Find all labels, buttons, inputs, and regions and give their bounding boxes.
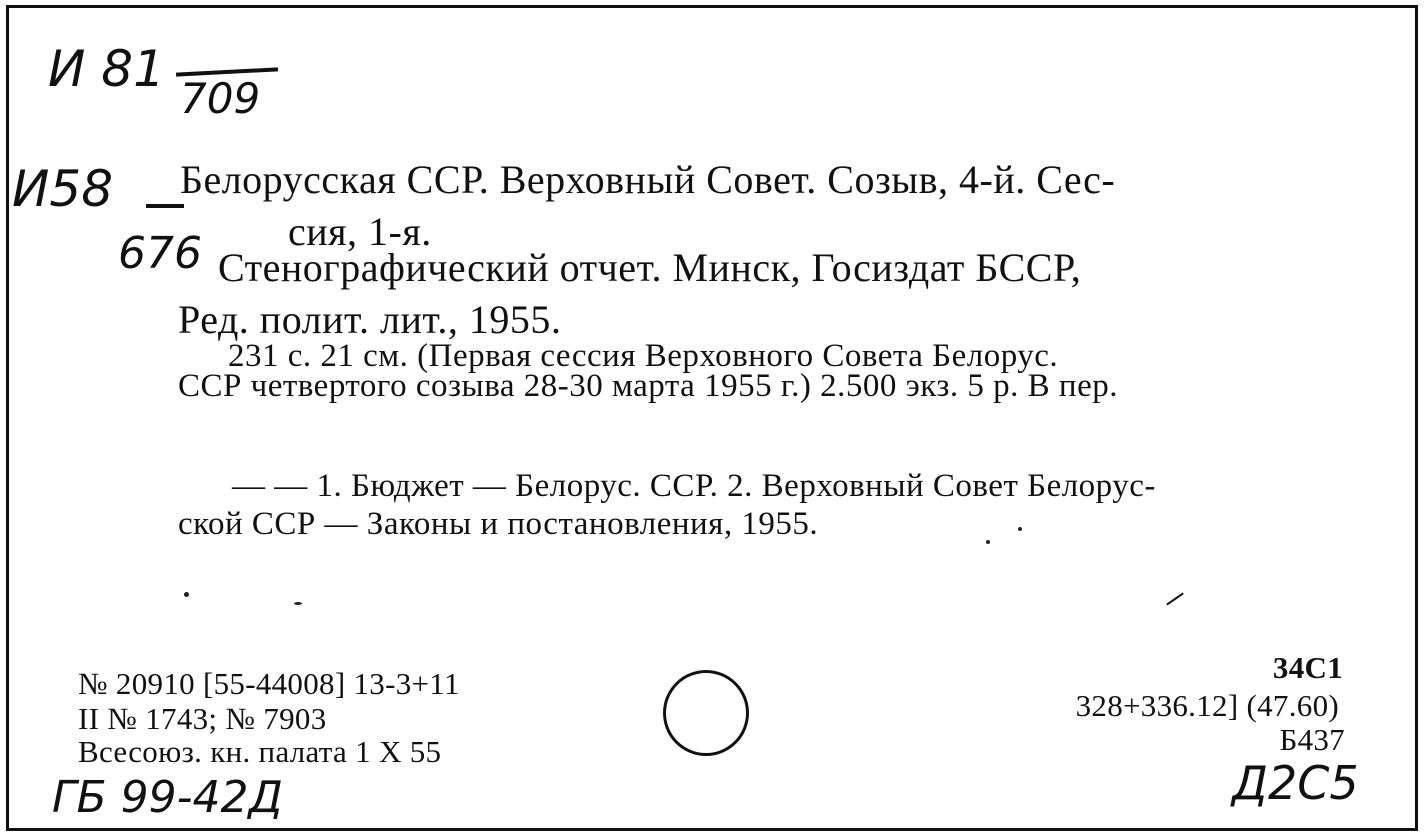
subjects-line-2: ской ССР — Законы и постановления, 1955.: [178, 506, 819, 542]
title-line-1: Стенографический отчет. Минск, Госиздат БССР,: [218, 245, 1082, 290]
description-line-1: 231 с. 21 см. (Первая сессия Верховного Совета Белорус.: [228, 338, 1059, 374]
author-mark-top: И58: [12, 160, 114, 218]
footer-right-line-1: 34С1: [1272, 650, 1343, 685]
speck-2: [294, 602, 302, 605]
footer-left-line-1: № 20910 [55-44008] 13-3+11: [78, 666, 460, 701]
subjects-line-1: — — 1. Бюджет — Белорус. ССР. 2. Верховный Совет Белорус-: [232, 468, 1156, 504]
footer-left-line-3: Всесоюз. кн. палата 1 X 55: [78, 734, 442, 769]
heading-line-1: Белорусская ССР. Верховный Совет. Созыв, 4-й. Сес-: [180, 157, 1116, 202]
speck-1: [184, 592, 189, 597]
shelf-mark-bottom: 709: [180, 74, 261, 123]
author-mark-dash: [146, 204, 184, 208]
inventory-code: ГБ 99-42Д: [52, 772, 283, 823]
title-line-2: Ред. полит. лит., 1955.: [178, 297, 562, 342]
corner-mark: Д2С5: [1232, 756, 1359, 810]
heading-line-2: сия, 1-я.: [288, 209, 432, 254]
author-mark-bottom: 676: [118, 228, 202, 279]
circle-mark: [663, 670, 749, 756]
description-line-2: ССР четвертого созыва 28-30 марта 1955 г.) 2.500 экз. 5 р. В пер.: [178, 368, 1118, 404]
speck-3: [1018, 527, 1022, 531]
footer-right-line-2: 328+336.12] (47.60): [1075, 688, 1339, 723]
shelf-mark-top: И 81: [48, 40, 165, 98]
footer-left-line-2: II № 1743; № 7903: [78, 701, 327, 736]
speck-4: [986, 540, 990, 544]
footer-right-line-3: Б437: [1279, 722, 1345, 757]
